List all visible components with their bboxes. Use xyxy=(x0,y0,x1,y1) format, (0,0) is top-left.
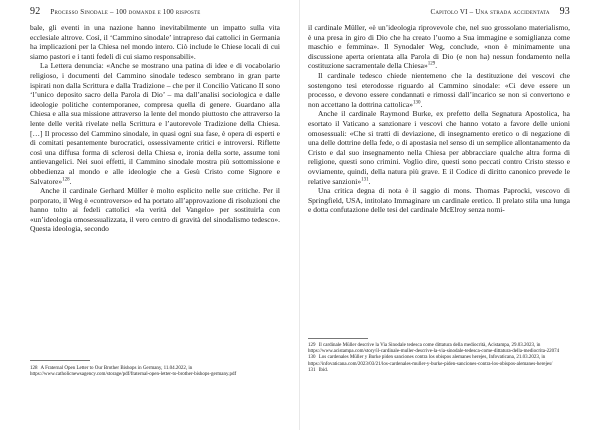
footnote-ref-128[interactable]: 128 xyxy=(62,177,70,182)
left-body-text xyxy=(30,23,280,234)
footnote-ref-130[interactable]: 130 xyxy=(412,100,421,106)
footnote-131: 131 Ibid. xyxy=(308,367,329,373)
right-paragraph-4: Una critica degna di nota è il saggio di mons. Thomas Paprocki, vescovo di Springfield, USA, intitolato Immaginare un cardinale eretico. Il prelato stila una lunga e dotta confutazione delle tesi del cardinale McElroy senza nomi- xyxy=(308,186,570,215)
left-running-header xyxy=(30,6,292,20)
footnote-130: 130 Los cardenales Müller y Burke piden sanciones contra los obispos alemanes herejes, Infovaticana, 21.03.2023, in https://infovaticana.com/2023/03/21/los-cardenales-muller-y-burke-piden-sanciones-contra-los-obispos-alemanes-herejes/ xyxy=(308,355,553,367)
right-page xyxy=(300,0,600,430)
left-running-head: Processo Sinodale – 100 domande e 100 risposte xyxy=(50,8,201,16)
right-page-number: 93 xyxy=(559,6,570,17)
footnote-ref-131[interactable]: 131 xyxy=(361,177,369,182)
footnote-129: 129 Il cardinale Müller descrive la Via Sinodale tedesca come dittatura della mediocrità, Acistampa, 29.03.2023, in https://www.acistampa.com/story/il-cardinale-muller-descrive-la-via-sinodale-tedesca-come-dittatura-della-mediocrita-22074 xyxy=(308,343,560,355)
right-body-text xyxy=(308,23,570,215)
footnote-ref-129[interactable]: 129 xyxy=(427,61,436,67)
right-paragraph-1: il cardinale Müller, «è un’ideologia riprovevole che, nel suo grossolano materialismo, è una presa in giro di Dio che ha creato l’uomo a Sua immagine e somiglianza come maschio e femmina». Il Synodaler Weg, conclude, «non è minimamente una discussione aperta orientata alla Parola di Dio (e non ha) nessun fondamento nella costituzione sacramentale della Chiesa»$^{129}$. xyxy=(308,23,570,71)
right-footnote-rule xyxy=(308,338,368,339)
right-paragraph-2: Il cardinale tedesco chiede nientemeno che la destituzione dei vescovi che sostengono tesi eterodosse riguardo al Cammino sinodale: «Ci deve essere un processo, e devono essere condannati e rimossi dall’incarico se non si convertono e non accettano la dottrina cattolica»$^{130}$. xyxy=(308,70,570,109)
right-footnotes xyxy=(308,343,570,374)
footnote-128: 128 A Fraternal Open Letter to Our Brother Bishops in Germany, 11.04.2022, in https://www.catholicnewsagency.com/storage/pdf/fraternal-open-letter-to-brother-bishops-germany.pdf xyxy=(30,366,237,378)
left-paragraph-1: bale, gli eventi in una nazione hanno inevitabilmente un impatto sulla vita ecclesiale altrove. Così, il ‘Cammino sinodale’ intrapreso dai cattolici in Germania ha implicazioni per la Chiesa nel mondo intero. Ciò include le Chiese locali di cui siamo pastori e i tanti fedeli di cui siamo responsabili». xyxy=(30,23,280,61)
left-footnote-rule xyxy=(30,360,90,361)
left-paragraph-3: Anche il cardinale Gerhard Müller è molto esplicito nelle sue critiche. Per il porporato, il Weg è «controverso» ed ha portato all’approvazione di risoluzioni che hanno tolto ai fedeli cattolici «la verità del Vangelo» per sostituirla con «un’ideologia omosessualizzata, il vero centro di gravità del sinodalismo tedesco». Questa ideologia, secondo xyxy=(30,186,280,234)
right-running-head: Capitolo VI – Una strada accidentata xyxy=(430,8,550,16)
right-running-header xyxy=(308,6,570,20)
left-paragraph-2: La Lettera denuncia: «Anche se mostrano una patina di idee e di vocabolario religioso, i documenti del Cammino sinodale tedesco sembrano in gran parte ispirati non dalla Scrittura e dalla Tradizione – che per il Concilio Vaticano II sono ‘l’unico deposito sacro della Parola di Dio’ – ma dall’analisi sociologica e dalle ideologie politiche contemporanee, compresa quella di genere. Guardano alla Chiesa e alla sua missione attraverso la lente del mondo piuttosto che attraverso la lente delle verità rivelate nella Scrittura e l’autorevole Tradizione della Chiesa. […] Il processo del Cammino sinodale, in quasi ogni sua fase, è opera di esperti e di comitati pesantemente burocratici, ossessivamente critici e introversi. Riflette così una diffusa forma di sclerosi della Chiesa e, ironia della sorte, assume toni antievangelici. Nei suoi effetti, il Cammino sinodale mostra più sottomissione e obbedienza al mondo e alle ideologie che a Gesù Cristo come Signore e Salvatore»$^{128}$. xyxy=(30,61,280,186)
right-paragraph-3: Anche il cardinale Raymond Burke, ex prefetto della Segnatura Apostolica, ha esortato il Vaticano a sanzionare i vescovi che hanno votato a favore delle unioni omosessuali: «Che si tratti di deviazione, di insegnamento eretico o di negazione di una delle dottrine della fede, o di apostasia nel senso di un semplice allontanamento da Cristo e dal suo insegnamento nella Chiesa per abbracciare qualche altra forma di religione, questi sono crimini. Voglio dire, questi sono peccati contro Cristo stesso e ovviamente, quindi, della natura più grave. E il Codice di diritto canonico prevede le relative sanzioni»$^{131}$. xyxy=(308,109,570,186)
left-page-number: 92 xyxy=(30,6,41,17)
